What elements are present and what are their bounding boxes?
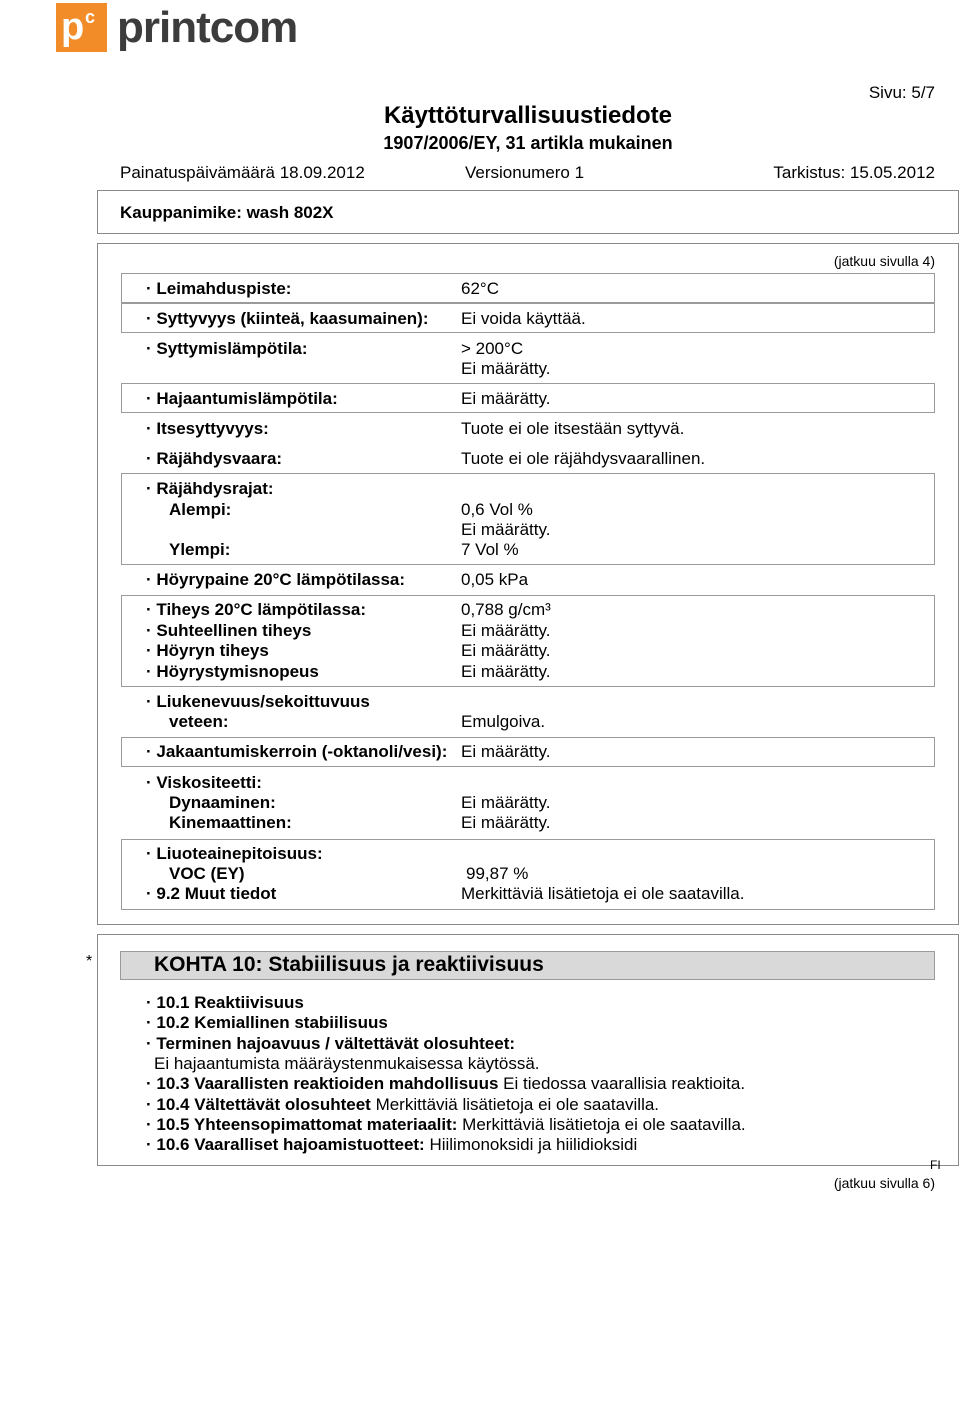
relative-density-value: Ei määrätty. bbox=[461, 621, 551, 640]
section-10-item: · 10.1 Reaktiivisuus bbox=[146, 993, 304, 1012]
explosion-danger-label: · Räjähdysvaara: bbox=[146, 449, 283, 468]
self-ignition-label: · Itsesyttyvyys: bbox=[146, 419, 269, 438]
continued-to: (jatkuu sivulla 6) bbox=[833, 1175, 935, 1191]
vapour-density-label: · Höyryn tiheys bbox=[146, 641, 269, 660]
voc-value: 99,87 % bbox=[466, 864, 529, 883]
partition-coefficient-value: Ei määrätty. bbox=[461, 742, 551, 761]
decomposition-value: Ei määrätty. bbox=[461, 389, 551, 408]
revision-marker: * bbox=[86, 953, 93, 970]
explosion-limits-label: · Räjähdysrajat: bbox=[146, 479, 274, 498]
continued-from: (jatkuu sivulla 4) bbox=[833, 253, 935, 269]
logo-mark-sup: c bbox=[85, 7, 96, 27]
kinematic-viscosity-label: Kinemaattinen: bbox=[169, 813, 292, 832]
evaporation-rate-value: Ei määrätty. bbox=[461, 662, 551, 681]
logo-mark-letter: p bbox=[61, 6, 85, 48]
kinematic-viscosity-value: Ei määrätty. bbox=[461, 813, 551, 832]
other-info-value: Merkittäviä lisätietoja ei ole saatavilla. bbox=[461, 884, 745, 903]
evaporation-rate-label: · Höyrystymisnopeus bbox=[146, 662, 319, 681]
document-title: Käyttöturvallisuustiedote bbox=[383, 102, 673, 129]
flammability-label: · Syttyvyys (kiinteä, kaasumainen): bbox=[146, 309, 429, 328]
ignition-temp-value2: Ei määrätty. bbox=[461, 359, 551, 378]
relative-density-label: · Suhteellinen tiheys bbox=[146, 621, 312, 640]
document-subtitle: 1907/2006/EY, 31 artikla mukainen bbox=[383, 133, 673, 153]
logo-mark bbox=[56, 3, 107, 52]
density-label: · Tiheys 20°C lämpötilassa: bbox=[146, 600, 367, 619]
solubility-label: · Liukenevuus/sekoittuvuus bbox=[146, 692, 370, 711]
lower-limit-value2: Ei määrätty. bbox=[461, 520, 551, 539]
version-number: Versionumero 1 bbox=[465, 163, 585, 182]
solvent-content-label: · Liuoteainepitoisuus: bbox=[146, 844, 323, 863]
lower-limit-label: Alempi: bbox=[169, 500, 232, 519]
voc-label: VOC (EY) bbox=[169, 864, 245, 883]
partition-coefficient-label: · Jakaantumiskerroin (-oktanoli/vesi): bbox=[146, 742, 448, 761]
upper-limit-value: 7 Vol % bbox=[461, 540, 519, 559]
ignition-temp-value: > 200°C bbox=[461, 339, 524, 358]
revision-date: Tarkistus: 15.05.2012 bbox=[773, 163, 935, 182]
density-value: 0,788 g/cm³ bbox=[461, 600, 551, 619]
section-10-item: · 10.2 Kemiallinen stabiilisuus bbox=[146, 1013, 388, 1032]
vapour-pressure-value: 0,05 kPa bbox=[461, 570, 529, 589]
section-10-item: · 10.3 Vaarallisten reaktioiden mahdollisuus Ei tiedossa vaarallisia reaktioita. bbox=[146, 1074, 746, 1093]
viscosity-label: · Viskositeetti: bbox=[146, 773, 262, 792]
section-10-item: · Terminen hajoavuus / vältettävät olosuhteet: bbox=[146, 1034, 516, 1053]
solubility-water-value: Emulgoiva. bbox=[461, 712, 546, 731]
other-info-label: · 9.2 Muut tiedot bbox=[146, 884, 277, 903]
vapour-pressure-label: · Höyrypaine 20°C lämpötilassa: bbox=[146, 570, 406, 589]
dynamic-viscosity-value: Ei määrätty. bbox=[461, 793, 551, 812]
page-number: Sivu: 5/7 bbox=[868, 83, 935, 102]
dynamic-viscosity-label: Dynaaminen: bbox=[169, 793, 276, 812]
section-10-item: · 10.4 Vältettävät olosuhteet Merkittäviä lisätietoja ei ole saatavilla. bbox=[146, 1095, 660, 1114]
print-date: Painatuspäivämäärä 18.09.2012 bbox=[120, 163, 365, 182]
lower-limit-value: 0,6 Vol % bbox=[461, 500, 533, 519]
flash-point-label: · Leimahduspiste: bbox=[146, 279, 292, 298]
decomposition-label: · Hajaantumislämpötila: bbox=[146, 389, 338, 408]
flash-point-value: 62°C bbox=[461, 279, 499, 298]
upper-limit-label: Ylempi: bbox=[169, 540, 231, 559]
vapour-density-value: Ei määrätty. bbox=[461, 641, 551, 660]
section-10-item: Ei hajaantumista määräystenmukaisessa käytössä. bbox=[154, 1054, 540, 1073]
solubility-water-label: veteen: bbox=[169, 712, 229, 731]
section-10-item: · 10.6 Vaaralliset hajoamistuotteet: Hiilimonoksidi ja hiilidioksidi bbox=[146, 1135, 638, 1154]
explosion-danger-value: Tuote ei ole räjähdysvaarallinen. bbox=[461, 449, 706, 468]
flammability-value: Ei voida käyttää. bbox=[461, 309, 586, 328]
section-10-item: · 10.5 Yhteensopimattomat materiaalit: Merkittäviä lisätietoja ei ole saatavilla. bbox=[146, 1115, 746, 1134]
self-ignition-value: Tuote ei ole itsestään syttyvä. bbox=[461, 419, 685, 438]
logo-text: printcom bbox=[117, 3, 298, 52]
section-10-title: KOHTA 10: Stabiilisuus ja reaktiivisuus bbox=[154, 953, 544, 976]
language-code: FI bbox=[930, 1158, 941, 1172]
ignition-temp-label: · Syttymislämpötila: bbox=[146, 339, 308, 358]
trade-name: Kauppanimike: wash 802X bbox=[120, 203, 334, 222]
